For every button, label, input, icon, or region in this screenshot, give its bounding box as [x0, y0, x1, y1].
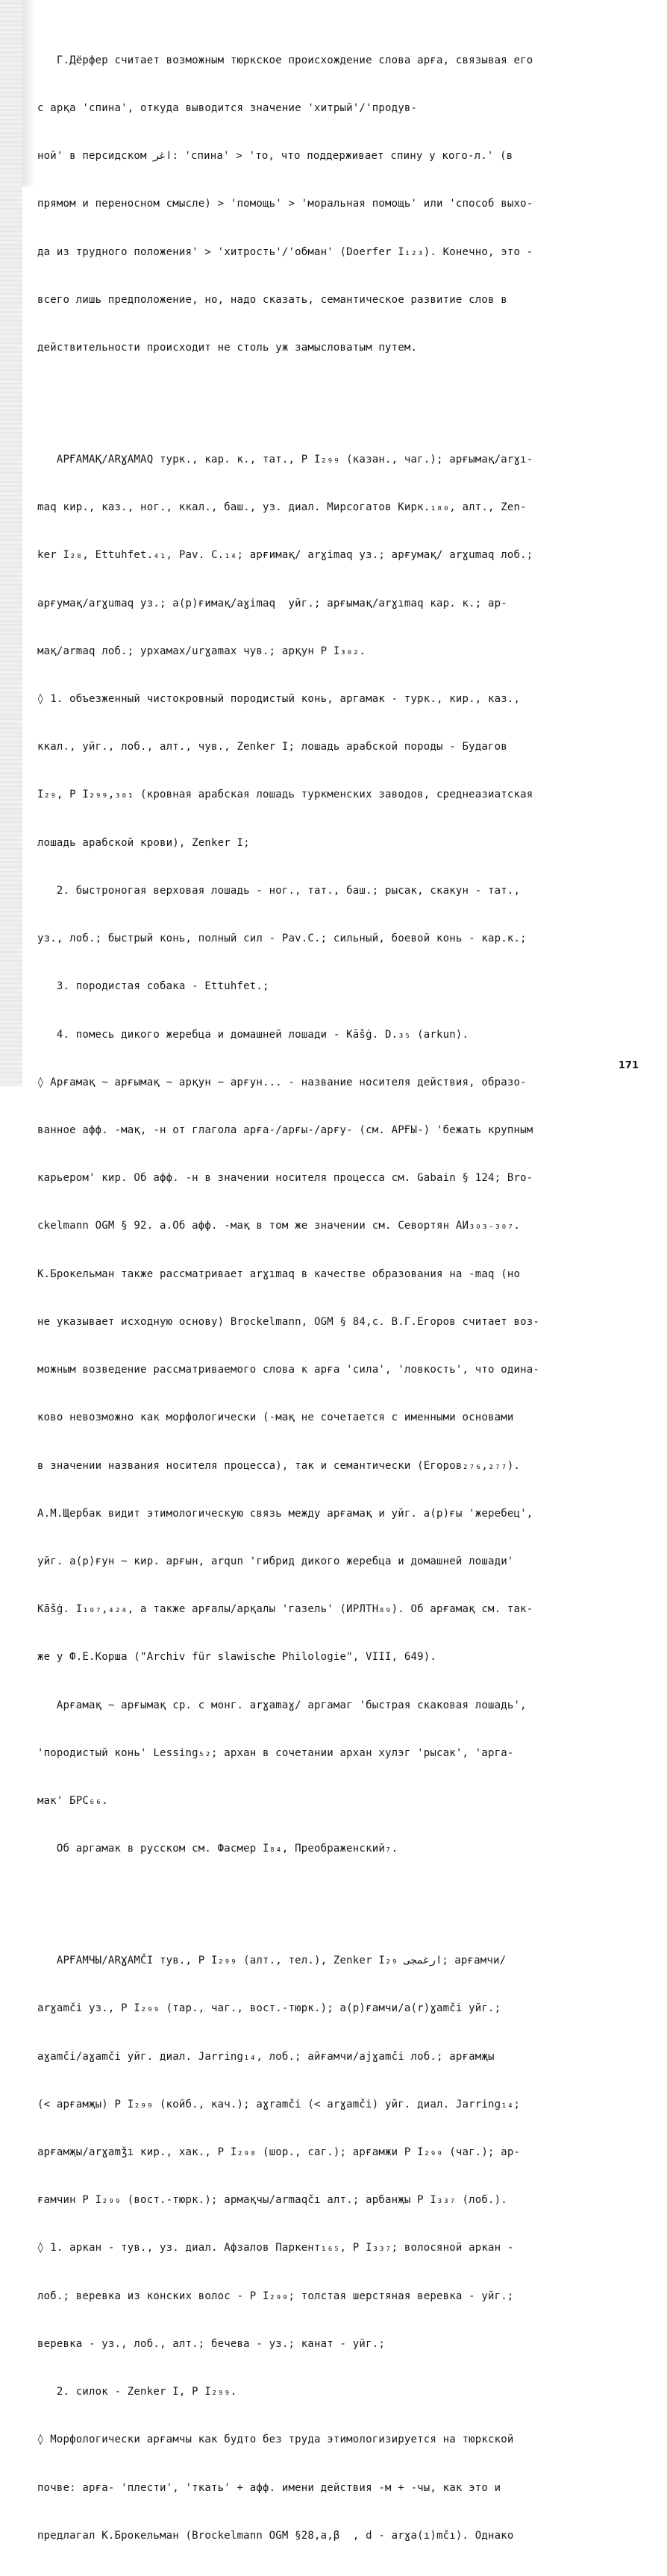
text-line: ванное афф. -мақ, -н от глагола арға-/арғы-/арғу- (см. АРҒЫ-) 'бежать крупным	[37, 1124, 533, 1136]
text-line: же у Ф.Е.Корша ("Archiv für slawische Philologie", VIII, 649).	[37, 1651, 436, 1664]
text-line: I₂₉, Р I₂₉₉,₃₀₁ (кровная арабская лошадь туркменских заводов, среднеазиатская	[37, 789, 533, 801]
text-line: Арғамақ ~ арғымақ ср. с монг. arɣamaɣ/ аргамаг 'быстрая скаковая лошадь',	[37, 1699, 527, 1711]
text-line: arɣamči уз., Р I₂₉₉ (тар., чаг., вост.-тюрк.); а(р)ғамчи/a(r)ɣamči уйг.;	[37, 2002, 501, 2015]
page-number: 171	[618, 1060, 639, 1071]
text-line: ◊ Морфологически арғамчы как будто без труда этимологизируется на тюркской	[37, 2434, 514, 2446]
text-line: почве: арға- 'плести', 'ткать' + афф. имени действия -м + -чы, как это и	[37, 2481, 501, 2494]
text-line: 3. породистая собака - Ettuhfet.;	[37, 980, 269, 993]
text-line: 4. помесь дикого жеребца и домашней лошади - Kāšġ. D.₃₅ (arkun).	[37, 1028, 469, 1041]
text-line: ◊ 1. объезженный чистокровный породистый конь, аргамак - турк., кир., каз.,	[37, 693, 521, 706]
text-line: aɣamči/aɣamči уйг. диал. Jarring₁₄, лоб.; айғамчи/ajɣamči лоб.; арғамҗы	[37, 2050, 495, 2063]
paragraph-spacer	[37, 404, 640, 420]
text-line: карьером' кир. Об афф. -н в значении носителя процесса см. Gabain § 124; Bro-	[37, 1172, 533, 1185]
paragraph-doerfer-etymology	[37, 21, 640, 388]
text-line: ckelmann OGM § 92. а.Об афф. -мақ в том же значении см. Севортян АИ₃₀₃₋₃₀₇.	[37, 1220, 521, 1232]
text-line: веревка - уз., лоб., алт.; бечева - уз.; канат - уйг.;	[37, 2337, 385, 2350]
text-line: ғамчин Р I₂₉₉ (вост.-тюрк.); армақчы/armaqčı алт.; арбанҗы Р I₃₃₇ (лоб.).	[37, 2194, 507, 2207]
text-line: да из трудного положения' > 'хитрость'/'обман' (Doerfer I₁₂₃). Конечно, это -	[37, 245, 533, 258]
text-line: ◊ 1. аркан - тув., уз. диал. Афзалов Паркент₁₆₅, Р I₃₃₇; волосяной аркан -	[37, 2242, 514, 2254]
text-line: лоб.; веревка из конских волос - Р I₂₉₉; толстая шерстяная веревка - уйг.;	[37, 2290, 514, 2302]
text-line: Kāšġ. I₁₀₇,₄₂₄, а также арғалы/арқалы 'газель' (ИРЛТН₈₉). Об арғамақ см. так-	[37, 1603, 533, 1616]
text-line: maq кир., каз., ног., ккал., баш., уз. диал. Мирсогатов Кирк.₁₈₀, алт., Zen-	[37, 501, 527, 514]
text-line: ково невозможно как морфологически (-мақ не сочетается с именными основами	[37, 1411, 514, 1424]
entry-argamaq	[37, 420, 640, 1889]
text-line: в значении названия носителя процесса), так и семантически (Егоров₂₇₆,₂₇₇).	[37, 1459, 521, 1472]
text-line: мақ/armaq лоб.; урхамах/urɣamax чув.; арқун Р I₃₀₂.	[37, 645, 366, 657]
text-line: предлагал К.Брокельман (Brockelmann OGM §28,a,β , d - arɣa(ı)mčı). Однако	[37, 2529, 514, 2542]
text-line: прямом и переносном смысле) > 'помощь' > 'моральная помощь' или 'способ выхо-	[37, 198, 533, 210]
text-line: ◊ Арғамақ ~ арғымақ ~ арқун ~ арғун... - название носителя действия, образо-	[37, 1076, 527, 1088]
text-line: 'породистый конь' Lessing₅₂; архан в сочетании архан хулэг 'рысак', 'арга-	[37, 1746, 514, 1759]
text-line: арғамҗы/arɣamǯı кир., хак., Р I₂₉₈ (шор., саг.); арғамжи Р I₂₉₉ (чаг.); ар-	[37, 2146, 521, 2158]
text-line: Г.Дёрфер считает возможным тюркское происхождение слова арға, связывая его	[37, 54, 533, 66]
text-line: ккал., уйг., лоб., алт., чув., Zenker I; лошадь арабской породы - Будагов	[37, 741, 507, 753]
text-line: арғумақ/arɣumaq уз.; а(р)ғимақ/aɣimaq уйг.; арғымақ/arɣımaq кар. к.; ар-	[37, 597, 507, 609]
text-line: всего лишь предположение, но, надо сказать, семантическое развитие слов в	[37, 293, 507, 306]
page-text	[37, 21, 640, 2576]
text-line: 2. силок - Zenker I, Р I₂₉₉.	[37, 2386, 237, 2398]
text-line: с арқа 'спина', откуда выводится значение 'хитрый'/'продув-	[37, 102, 418, 115]
text-line: уйг. а(р)ғун ~ кир. арғын, arqun 'гибрид дикого жеребца и домашней лошади'	[37, 1555, 514, 1567]
text-line: АРҒАМЧЫ/ARƔAMČI тув., Р I₂₉₉ (алт., тел.), Zenker I₂₉ ارغمجی; арғамчи/	[37, 1955, 507, 1967]
text-line: К.Брокельман также рассматривает arɣımaq в качестве образования на -maq (но	[37, 1267, 521, 1280]
text-line: А.М.Щербак видит этимологическую связь между арғамақ и уйг. а(р)ғы 'жеребец',	[37, 1507, 533, 1520]
text-line: ной' в персидском اغر: 'спина' > 'то, что поддерживает спину у кого-л.' (в	[37, 150, 513, 163]
text-line: Об аргамак в русском см. Фасмер I₈₄, Преображенский₇.	[37, 1843, 398, 1855]
text-line: 2. быстроногая верховая лошадь - ног., тат., баш.; рысак, скакун - тат.,	[37, 884, 521, 897]
scan-binding-shadow	[0, 0, 22, 1086]
entry-argamchy	[37, 1921, 640, 2576]
text-line: мак' БРС₆₆.	[37, 1795, 108, 1808]
text-line: не указывает исходную основу) Brockelmann, OGM § 84,c. В.Г.Егоров считает воз-	[37, 1315, 540, 1328]
paragraph-spacer	[37, 388, 640, 404]
text-line: ker I₂₈, Ettuhfet.₄₁, Pav. C.₁₄; арғимақ/ arɣimaq уз.; арғумақ/ arɣumaq лоб.;	[37, 549, 533, 562]
paragraph-spacer	[37, 1890, 640, 1905]
text-line: можным возведение рассматриваемого слова к арға 'сила', 'ловкость', что одина-	[37, 1364, 540, 1376]
text-line: уз., лоб.; быстрый конь, полный сил - Pav.C.; сильный, боевой конь - кар.к.;	[37, 933, 527, 945]
text-line: (< арғамҗы) Р I₂₉₉ (койб., кач.); aɣramči (< arɣamči) уйг. диал. Jarring₁₄;	[37, 2098, 521, 2110]
text-line: АРҒАМАҚ/ARƔAMAQ турк., кар. к., тат., Р I₂₉₉ (казан., чаг.); арғымақ/arɣı-	[37, 453, 533, 466]
text-line: лошадь арабской крови), Zenker I;	[37, 836, 250, 849]
paragraph-spacer	[37, 1905, 640, 1921]
text-line: действительности происходит не столь уж замысловатым путем.	[37, 342, 418, 354]
scan-binding-shadow-gradient	[22, 0, 36, 187]
